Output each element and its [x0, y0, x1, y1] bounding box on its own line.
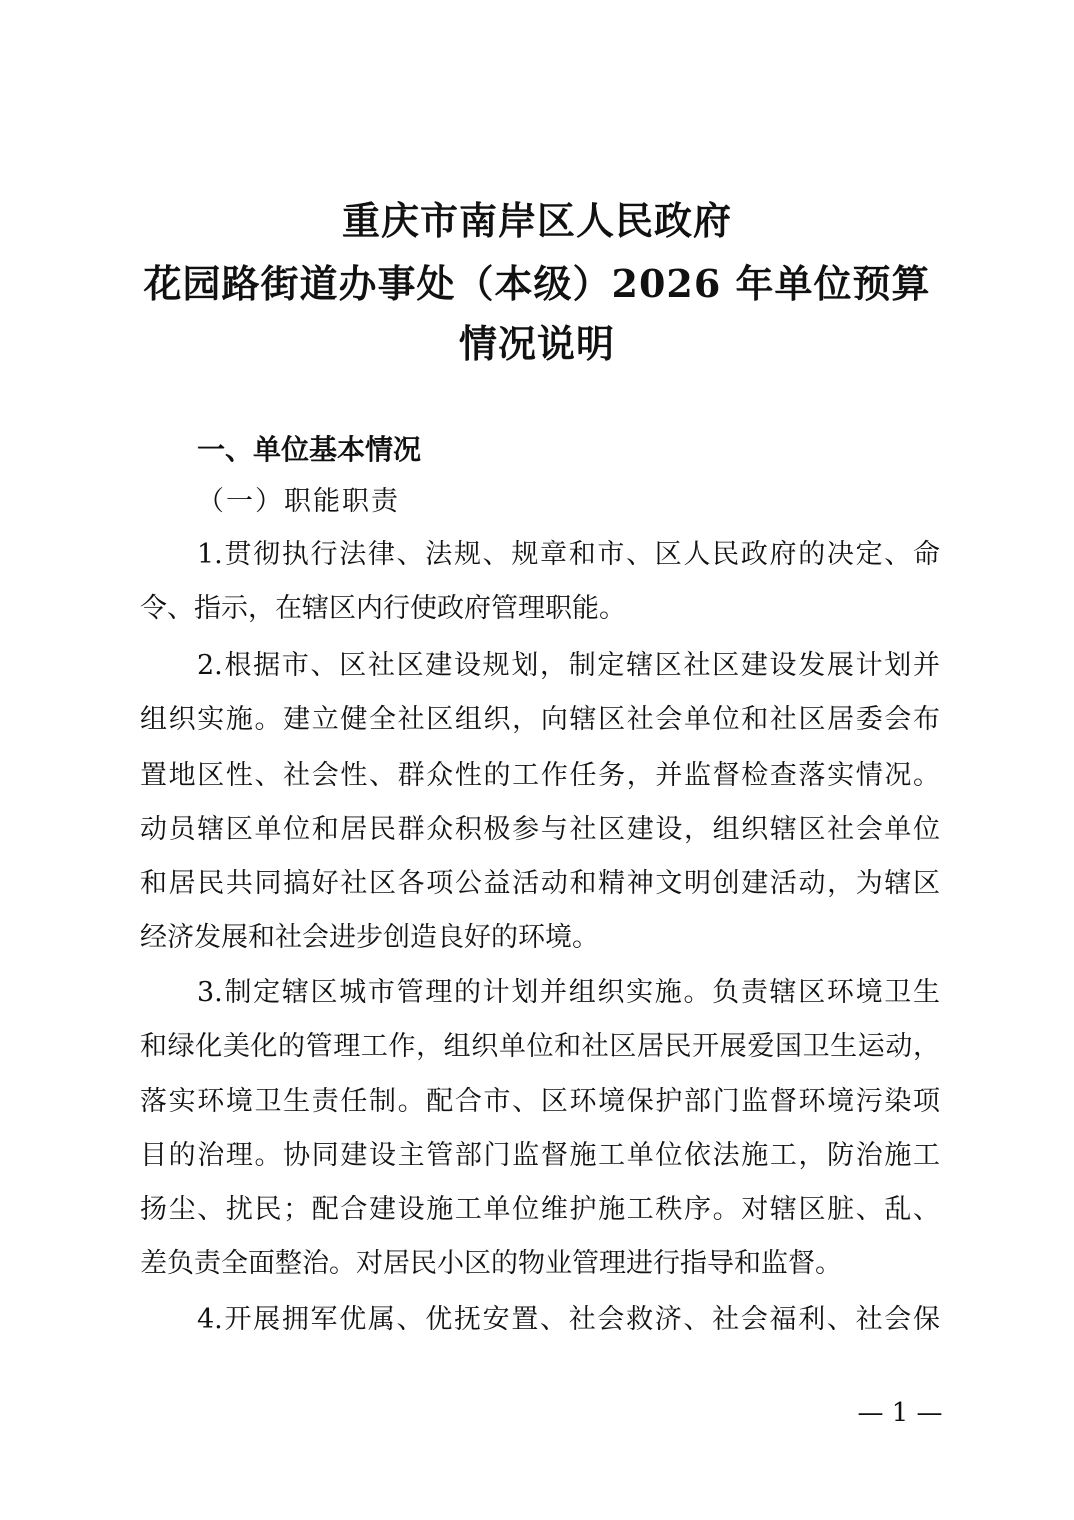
- body-line: 置地区性、社会性、群众性的工作任务，并监督检查落实情况。: [140, 760, 940, 791]
- body-line: 3.制定辖区城市管理的计划并组织实施。负责辖区环境卫生: [197, 977, 940, 1008]
- body-line: 和绿化美化的管理工作，组织单位和社区居民开展爱国卫生运动，: [140, 1031, 940, 1062]
- body-line: 经济发展和社会进步创造良好的环境。: [140, 922, 599, 953]
- body-line: 和居民共同搞好社区各项公益活动和精神文明创建活动，为辖区: [140, 868, 940, 899]
- body-line: 1.贯彻执行法律、法规、规章和市、区人民政府的决定、命: [197, 539, 940, 570]
- body-line: 令、指示，在辖区内行使政府管理职能。: [140, 593, 626, 624]
- body-line: 扬尘、扰民；配合建设施工单位维护施工秩序。对辖区脏、乱、: [140, 1194, 940, 1225]
- document-title-line-3: 情况说明: [458, 321, 615, 366]
- document-title-line-2: 花园路街道办事处（本级）2026 年单位预算: [143, 261, 931, 306]
- body-line: 4.开展拥军优属、优抚安置、社会救济、社会福利、社会保: [197, 1304, 940, 1335]
- page-number: — 1 —: [857, 1398, 943, 1428]
- body-line: 2.根据市、区社区建设规划，制定辖区社区建设发展计划并: [197, 650, 940, 681]
- body-line: 动员辖区单位和居民群众积极参与社区建设，组织辖区社会单位: [140, 814, 940, 845]
- subsection-heading: （一）职能职责: [197, 486, 400, 517]
- body-line: 落实环境卫生责任制。配合市、区环境保护部门监督环境污染项: [140, 1086, 940, 1117]
- body-line: 目的治理。协同建设主管部门监督施工单位依法施工，防治施工: [140, 1140, 940, 1171]
- document-title-line-1: 重庆市南岸区人民政府: [341, 198, 732, 243]
- body-line: 组织实施。建立健全社区组织，向辖区社会单位和社区居委会布: [140, 704, 940, 735]
- body-line: 差负责全面整治。对居民小区的物业管理进行指导和监督。: [140, 1248, 842, 1279]
- section-heading: 一、单位基本情况: [197, 433, 422, 466]
